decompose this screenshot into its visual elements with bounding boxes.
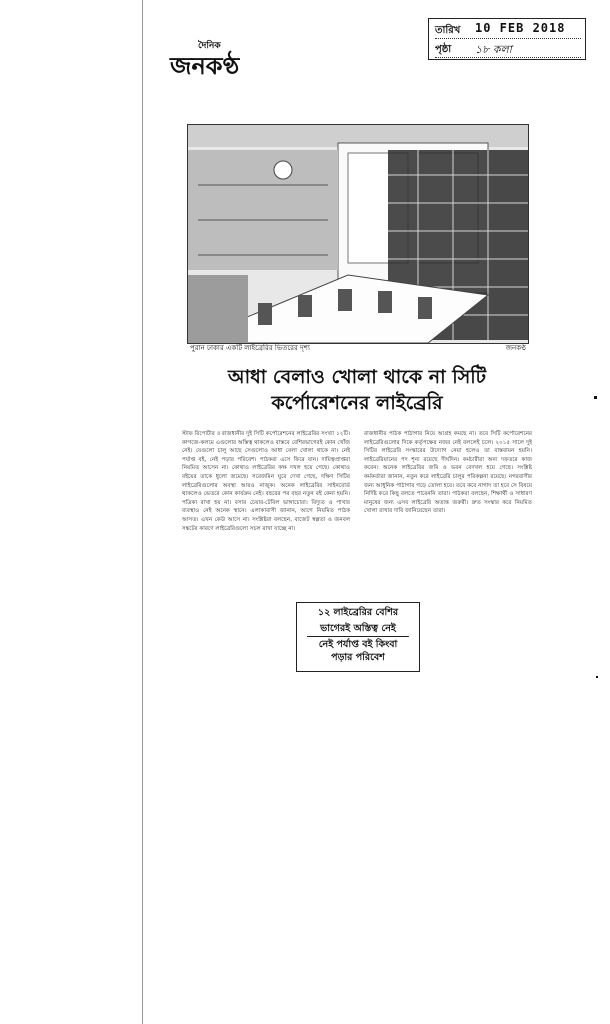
headline-line-2: কর্পোরেশনের লাইব্রেরি (271, 392, 443, 414)
stamp-date-row (435, 21, 581, 39)
newspaper-clipping (178, 124, 536, 996)
stamp-date-label: তারিখ (435, 25, 461, 36)
scan-speck (594, 396, 597, 399)
article-body-left: স্টাফ রিপোর্টার ॥ রাজধানীর দুই সিটি কর্পোরেশনের লাইব্রেরির সংখ্যা ১২টি। কাগজে-কলমে এগুলোর অস্তিত্ব থাকলেও বাস্তবে বেশিরভাগেরই কোন খোঁজ নেই। যেগুলো চালু আছে সেগুলোও আধা বেলা খোলা থাকে না। নেই পর্যাপ্ত বই, নেই পড়ার পরিবেশ। পাঠকরা এসে ফিরে যান। দায়িত্বপ্রাপ্তরা নিয়মিত আসেন না। কোথাও লাইব্রেরির কক্ষ দখল হয়ে গেছে। কোথাও বইয়ের তাকে ধুলো জমেছে। সরেজমিন ঘুরে দেখা গেছে, দক্ষিণ সিটির লাইব্রেরিগুলোর অবস্থা আরও নাজুক। অনেক লাইব্রেরির সাইনবোর্ড থাকলেও ভেতরে কোন কার্যক্রম নেই। বছরের পর বছর নতুন বই কেনা হয়নি। পত্রিকা রাখা হয় না। বসার চেয়ার-টেবিল ভাঙ্গাচোরা। বিদ্যুত ও পাখার ব্যবস্থাও নেই অনেক স্থানে। এলাকাবাসী জানান, আগে নিয়মিত পাঠক আসত। এখন কেউ আসে না। সংশ্লিষ্টরা বলছেন, বাজেট স্বল্পতা ও জনবল সঙ্কটের কারণে লাইব্রেরিগুলো সচল রাখা যাচ্ছে না। (182, 431, 350, 532)
photo-caption (190, 342, 526, 354)
article-headline (178, 364, 536, 416)
newspaper-masthead (170, 38, 239, 79)
pull-quote-line-3: নেই পর্যাপ্ত বই কিংবা (318, 639, 398, 650)
pull-quote-line-2: ভাগেরই অস্তিত্ব নেই (320, 623, 396, 634)
scan-speck (596, 676, 598, 678)
masthead-prefix: দৈনিক (198, 41, 221, 51)
page-edge-rule (142, 0, 143, 1024)
article-column-left (182, 430, 350, 535)
pull-quote-line-4: পড়ার পরিবেশ (331, 652, 385, 663)
newspaper-name: জনকণ্ঠ (170, 52, 240, 80)
article-body-right: রাজধানীর পাঠক পাঠাগার নিয়ে আগ্রহ কমছে না। তবে সিটি কর্পোরেশনের লাইব্রেরিগুলোর দিকে কর্তৃপক্ষের নজর নেই বললেই চলে। ২০১৫ সালে দুই সিটির লাইব্রেরি সংস্কারের উদ্যোগ নেয়া হলেও তা বাস্তবায়ন হয়নি। লাইব্রেরিয়ানের পদ শূন্য রয়েছে দীর্ঘদিন। কর্মচারীরা অন্য দফতরে কাজ করেন। অনেক লাইব্রেরির জমি ও ভবন বেদখল হয়ে গেছে। সংশ্লিষ্ট কর্মকর্তারা জানান, নতুন করে লাইব্রেরি চালুর পরিকল্পনা রয়েছে। নগরবাসীর জন্য আধুনিক পাঠাগার গড়ে তোলা হবে। তবে কবে নাগাদ তা হবে সে বিষয়ে নির্দিষ্ট করে কিছু বলতে পারেননি তারা। পাঠকরা বলছেন, শিক্ষার্থী ও সাধারণ মানুষের জন্য এসব লাইব্রেরি অত্যন্ত জরুরী। দ্রুত সংস্কার করে নিয়মিত খোলা রাখার দাবি জানিয়েছেন তারা। (364, 431, 532, 515)
pull-quote-box (296, 602, 420, 672)
headline-line-1: আধা বেলাও খোলা থাকে না সিটি (227, 366, 487, 388)
stamp-page-label: পৃষ্ঠা (435, 44, 452, 55)
pull-quote-divider (307, 636, 409, 637)
photo-credit: জনকণ্ঠ (505, 344, 526, 352)
stamp-date-value: 10 FEB 2018 (475, 21, 566, 35)
article-column-right (364, 430, 532, 518)
stamp-page-value: ১৮ কলা (475, 43, 512, 56)
library-photo (187, 124, 529, 344)
date-stamp (428, 18, 586, 60)
stamp-page-row (435, 40, 581, 58)
caption-text: পুরান ঢাকার একটি লাইব্রেরির ভিতরের দৃশ্য (190, 344, 310, 352)
pull-quote-line-1: ১২ লাইব্রেরির বেশির (317, 607, 399, 618)
